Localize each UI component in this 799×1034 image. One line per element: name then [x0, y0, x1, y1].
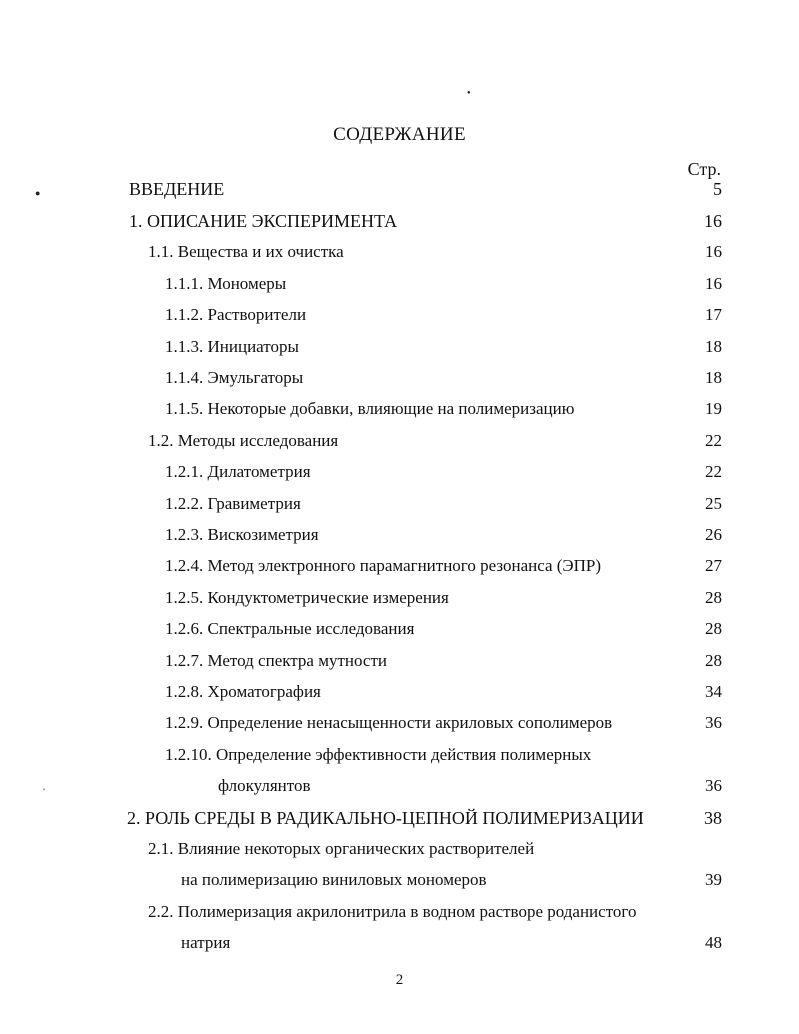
toc-entry-page: 27	[705, 556, 722, 575]
toc-entry-text: 2. РОЛЬ СРЕДЫ В РАДИКАЛЬНО-ЦЕПНОЙ ПОЛИМЕРИЗАЦИИ	[127, 808, 644, 828]
toc-entry	[0, 649, 799, 673]
toc-entry-text: 1.2.4. Метод электронного парамагнитного резонанса (ЭПР)	[165, 556, 602, 575]
toc-entry-text: 1.2.1. Дилатометрия	[165, 462, 311, 481]
toc-entry-text: 1.2.8. Хроматография	[165, 682, 321, 701]
toc-entry-page: 16	[704, 211, 722, 231]
toc-entry	[0, 868, 799, 892]
toc-entry-text: 1. ОПИСАНИЕ ЭКСПЕРИМЕНТА	[129, 211, 398, 231]
toc-entry-text: 1.2.6. Спектральные исследования	[165, 619, 415, 638]
toc-entry	[0, 523, 799, 547]
toc-entry	[0, 554, 799, 578]
toc-entry	[0, 429, 799, 453]
toc-entry-page: 36	[705, 776, 722, 795]
toc-entry	[0, 209, 799, 233]
toc-entry-page: 38	[704, 808, 722, 828]
toc-title: СОДЕРЖАНИЕ	[333, 124, 466, 145]
toc-entry	[0, 711, 799, 735]
toc-entry-page: 22	[705, 462, 722, 481]
toc-entry	[0, 774, 799, 798]
toc-entry	[0, 240, 799, 264]
toc-entry-page: 48	[705, 933, 722, 952]
toc-entry	[0, 586, 799, 610]
toc-entry-page: 16	[705, 274, 722, 293]
toc-entry-page: 34	[705, 682, 722, 701]
toc-entry-text: 1.2.2. Гравиметрия	[165, 494, 301, 513]
toc-entry-text: 1.2.5. Кондуктометрические измерения	[165, 588, 449, 607]
toc-entry-text: натрия	[181, 933, 231, 952]
toc-entry-page: 39	[705, 870, 722, 889]
toc-entry	[0, 460, 799, 484]
toc-entry-text: на полимеризацию виниловых мономеров	[181, 870, 487, 889]
toc-entry	[0, 837, 799, 861]
toc-entry-page: 18	[705, 337, 722, 356]
toc-entry-text: 1.1.4. Эмульгаторы	[165, 368, 304, 387]
toc-entry-text: 1.1.5. Некоторые добавки, влияющие на полимеризацию	[165, 399, 575, 418]
toc-entry-text: 1.1.2. Растворители	[165, 305, 307, 324]
toc-entry	[0, 303, 799, 327]
toc-entry-page: 28	[705, 588, 722, 607]
toc-entry-page: 16	[705, 242, 722, 261]
toc-entry-text: 1.2.10. Определение эффективности действия полимерных	[165, 745, 592, 764]
toc-entry-text: 1.2.7. Метод спектра мутности	[165, 651, 387, 670]
toc-entry-text: 1.2. Методы исследования	[148, 431, 339, 450]
toc-entry	[0, 806, 799, 830]
toc-entry	[0, 492, 799, 516]
toc-entry-page: 26	[705, 525, 722, 544]
toc-entry-page: 36	[705, 713, 722, 732]
toc-entry-text: 1.1.3. Инициаторы	[165, 337, 299, 356]
toc-entry	[0, 177, 799, 201]
toc-entry-text: 1.1.1. Мономеры	[165, 274, 287, 293]
toc-entry	[0, 366, 799, 390]
toc-entry-text: 2.2. Полимеризация акрилонитрила в водном растворе роданистого	[148, 902, 637, 921]
toc-entry	[0, 397, 799, 421]
toc-entry-text: 1.2.3. Вискозиметрия	[165, 525, 319, 544]
toc-entry-page: 18	[705, 368, 722, 387]
toc-entry	[0, 272, 799, 296]
toc-entry-page: 22	[705, 431, 722, 450]
toc-entry-text: флокулянтов	[218, 776, 311, 795]
toc-entry-text: 2.1. Влияние некоторых органических растворителей	[148, 839, 535, 858]
toc-entry-text: 1.2.9. Определение ненасыщенности акриловых сополимеров	[165, 713, 613, 732]
toc-entry	[0, 900, 799, 924]
toc-entry-text: 1.1. Вещества и их очистка	[148, 242, 344, 261]
page-number: 2	[395, 972, 404, 988]
toc-entry-page: 28	[705, 651, 722, 670]
toc-entry	[0, 617, 799, 641]
toc-entry	[0, 743, 799, 767]
toc-entry	[0, 931, 799, 955]
scan-speck: ●	[467, 90, 471, 96]
scan-speck: ●	[35, 188, 41, 198]
toc-entry-page: 28	[705, 619, 722, 638]
toc-entry-text: ВВЕДЕНИЕ	[129, 179, 225, 199]
toc-entry-page: 5	[713, 179, 722, 199]
toc-entry	[0, 335, 799, 359]
toc-entry-page: 19	[705, 399, 722, 418]
toc-entry	[0, 680, 799, 704]
toc-entry-page: 17	[705, 305, 722, 324]
toc-entry-page: 25	[705, 494, 722, 513]
pages-column-header: Стр.	[687, 159, 721, 179]
